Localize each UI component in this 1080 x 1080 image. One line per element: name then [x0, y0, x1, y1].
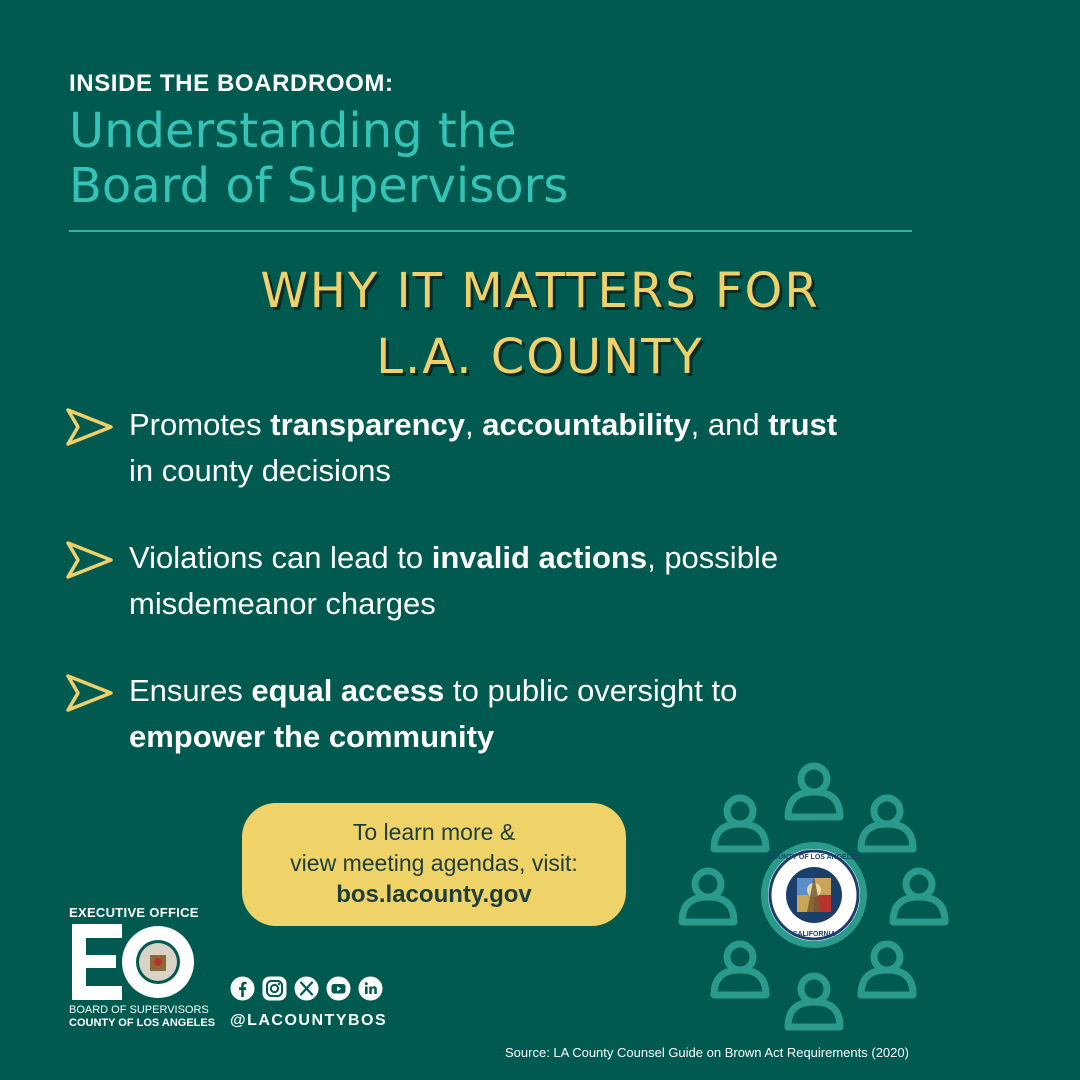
social-links — [230, 976, 383, 1001]
bullet-text: Violations can lead to invalid actions, possible misdemeanor charges — [129, 540, 779, 621]
person-icon — [893, 871, 945, 922]
cta-line-2: view meeting agendas, visit: — [290, 850, 578, 876]
source-citation: Source: LA County Counsel Guide on Brown Act Requirements (2020) — [505, 1045, 909, 1060]
bullet-item — [65, 535, 1025, 627]
x-icon[interactable] — [294, 976, 319, 1001]
person-icon — [714, 798, 766, 849]
page-title — [69, 104, 568, 214]
bullet-text: Ensures equal access to public oversight to empower the community — [129, 673, 738, 754]
section-heading — [0, 258, 1080, 390]
divider — [69, 230, 912, 232]
arrow-icon — [65, 672, 115, 714]
person-icon — [788, 766, 840, 817]
title-line-1: Understanding the — [69, 103, 517, 159]
linkedin-icon[interactable] — [358, 976, 383, 1001]
kicker-label: INSIDE THE BOARDROOM: — [69, 70, 394, 97]
seal-bottom-text: CALIFORNIA — [792, 931, 836, 938]
cta-url-link[interactable]: bos.lacounty.gov — [336, 881, 532, 908]
bullet-item — [65, 402, 1025, 494]
people-seal-illustration — [660, 750, 970, 1040]
heading-line-2: L.A. COUNTY — [376, 329, 704, 385]
eo-logo — [70, 922, 195, 1002]
heading-line-1: WHY IT MATTERS FOR — [260, 263, 820, 319]
social-handle[interactable]: @LACOUNTYBOS — [230, 1012, 388, 1029]
person-icon — [861, 944, 913, 995]
person-icon — [682, 871, 734, 922]
title-line-2: Board of Supervisors — [69, 158, 569, 214]
bullet-text: Promotes transparency, accountability, and trust in county decisions — [129, 407, 838, 488]
county-seal — [761, 842, 867, 948]
cta-callout[interactable] — [242, 803, 626, 926]
arrow-icon — [65, 406, 115, 448]
facebook-icon[interactable] — [230, 976, 255, 1001]
bullet-item — [65, 668, 1025, 760]
person-icon — [788, 976, 840, 1027]
seal-top-text: COUNTY OF LOS ANGELES — [767, 854, 861, 861]
person-icon — [714, 944, 766, 995]
instagram-icon[interactable] — [262, 976, 287, 1001]
arrow-icon — [65, 539, 115, 581]
youtube-icon[interactable] — [326, 976, 351, 1001]
eo-subtitle-county: COUNTY OF LOS ANGELES — [69, 1017, 216, 1029]
person-icon — [861, 798, 913, 849]
eo-subtitle-board: BOARD OF SUPERVISORS — [69, 1004, 209, 1016]
office-label: EXECUTIVE OFFICE — [69, 905, 199, 920]
cta-line-1: To learn more & — [352, 819, 516, 845]
